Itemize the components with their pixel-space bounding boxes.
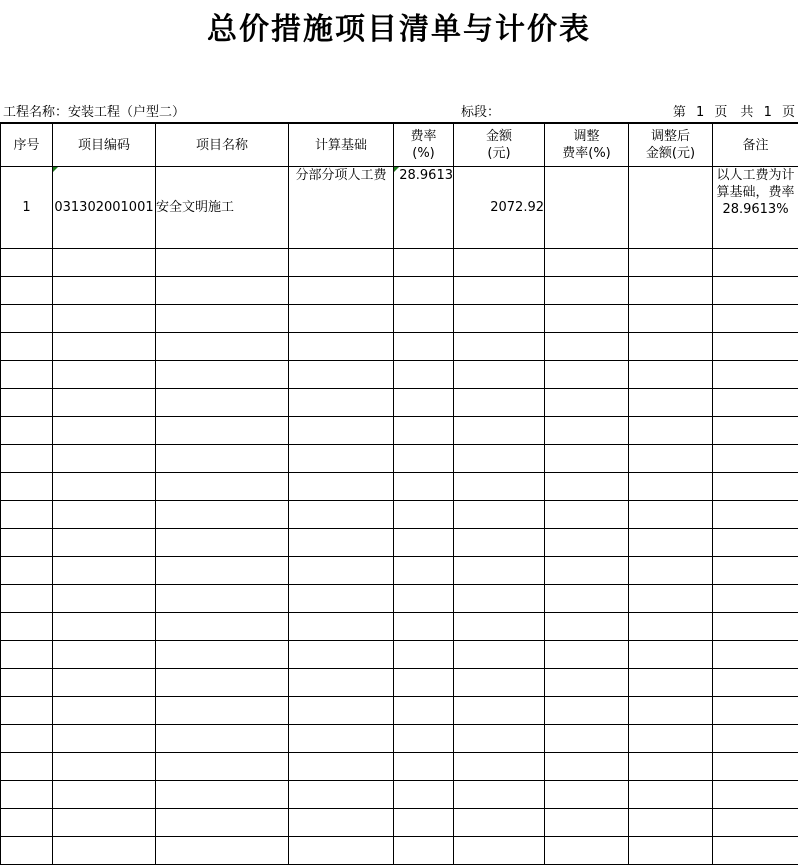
empty-cell[interactable] xyxy=(454,445,545,473)
empty-cell[interactable] xyxy=(289,305,394,333)
header-col-amount xyxy=(454,123,545,167)
empty-cell[interactable] xyxy=(713,697,798,725)
empty-cell[interactable] xyxy=(454,697,545,725)
empty-cell[interactable] xyxy=(545,417,629,445)
empty-cell[interactable] xyxy=(629,837,713,865)
header-col-name xyxy=(156,123,289,167)
empty-cell[interactable] xyxy=(629,585,713,613)
table-row xyxy=(1,529,798,557)
empty-cell[interactable] xyxy=(289,837,394,865)
table-row xyxy=(1,585,798,613)
empty-cell[interactable] xyxy=(394,753,454,781)
empty-cell[interactable] xyxy=(1,361,53,389)
empty-cell[interactable] xyxy=(545,361,629,389)
cell-rate[interactable]: 28.9613 xyxy=(394,167,454,249)
empty-cell[interactable] xyxy=(454,361,545,389)
empty-cell[interactable] xyxy=(394,837,454,865)
table-row xyxy=(1,669,798,697)
empty-cell[interactable] xyxy=(289,389,394,417)
empty-cell[interactable] xyxy=(289,333,394,361)
empty-cell[interactable] xyxy=(53,277,156,305)
cell-code[interactable]: 031302001001 xyxy=(53,167,156,249)
empty-cell[interactable] xyxy=(713,305,798,333)
table-row xyxy=(1,613,798,641)
table-row xyxy=(1,389,798,417)
empty-cell[interactable] xyxy=(289,557,394,585)
table-header-row xyxy=(1,123,798,167)
empty-cell[interactable] xyxy=(289,445,394,473)
empty-cell[interactable] xyxy=(713,389,798,417)
table-row xyxy=(1,417,798,445)
empty-cell[interactable] xyxy=(394,473,454,501)
empty-cell[interactable] xyxy=(1,557,53,585)
cell-adj-rate[interactable] xyxy=(545,167,629,249)
page-title: 总价措施项目清单与计价表 xyxy=(0,10,798,50)
empty-cell[interactable] xyxy=(53,753,156,781)
empty-cell[interactable] xyxy=(156,725,289,753)
empty-cell[interactable] xyxy=(713,669,798,697)
table-row xyxy=(1,809,798,837)
page-suffix: 页 xyxy=(782,105,795,121)
empty-cell[interactable] xyxy=(289,753,394,781)
empty-cell[interactable] xyxy=(713,417,798,445)
empty-cell[interactable] xyxy=(53,473,156,501)
empty-cell[interactable] xyxy=(629,249,713,277)
empty-cell[interactable] xyxy=(713,585,798,613)
page-total: 1 xyxy=(764,105,772,121)
empty-cell[interactable] xyxy=(545,725,629,753)
empty-cell[interactable] xyxy=(713,781,798,809)
table-row xyxy=(1,249,798,277)
header-col-adj-rate xyxy=(545,123,629,167)
empty-cell[interactable] xyxy=(53,641,156,669)
header-col-code xyxy=(53,123,156,167)
table-row xyxy=(1,167,798,249)
table-row xyxy=(1,501,798,529)
empty-cell[interactable] xyxy=(53,837,156,865)
empty-cell[interactable] xyxy=(53,669,156,697)
empty-cell[interactable] xyxy=(156,669,289,697)
empty-cell[interactable] xyxy=(454,781,545,809)
header-line: 费率 xyxy=(394,128,453,145)
empty-cell[interactable] xyxy=(394,305,454,333)
header-line: 调整 xyxy=(545,128,628,145)
empty-cell[interactable] xyxy=(394,669,454,697)
empty-cell[interactable] xyxy=(289,809,394,837)
header-line: 项目名称 xyxy=(156,137,288,154)
empty-cell[interactable] xyxy=(53,585,156,613)
empty-cell[interactable] xyxy=(53,697,156,725)
empty-cell[interactable] xyxy=(1,249,53,277)
empty-cell[interactable] xyxy=(1,529,53,557)
cell-adj-amount[interactable] xyxy=(629,167,713,249)
empty-cell[interactable] xyxy=(289,249,394,277)
empty-cell[interactable] xyxy=(1,641,53,669)
table-row xyxy=(1,697,798,725)
empty-cell[interactable] xyxy=(713,753,798,781)
empty-cell[interactable] xyxy=(156,501,289,529)
empty-cell[interactable] xyxy=(629,445,713,473)
table-row xyxy=(1,725,798,753)
empty-cell[interactable] xyxy=(713,809,798,837)
empty-cell[interactable] xyxy=(454,557,545,585)
empty-cell[interactable] xyxy=(394,697,454,725)
empty-cell[interactable] xyxy=(1,837,53,865)
empty-cell[interactable] xyxy=(289,277,394,305)
empty-cell[interactable] xyxy=(289,361,394,389)
cell-remark[interactable]: 以人工费为计算基础，费率28.9613% xyxy=(713,167,798,249)
empty-cell[interactable] xyxy=(394,781,454,809)
empty-cell[interactable] xyxy=(713,501,798,529)
empty-cell[interactable] xyxy=(156,277,289,305)
empty-cell[interactable] xyxy=(156,697,289,725)
empty-cell[interactable] xyxy=(289,641,394,669)
empty-cell[interactable] xyxy=(454,529,545,557)
empty-cell[interactable] xyxy=(713,529,798,557)
empty-cell[interactable] xyxy=(1,277,53,305)
header-col-no xyxy=(1,123,53,167)
empty-cell[interactable] xyxy=(156,305,289,333)
empty-cell[interactable] xyxy=(545,501,629,529)
empty-cell[interactable] xyxy=(454,585,545,613)
empty-cell[interactable] xyxy=(289,529,394,557)
empty-cell[interactable] xyxy=(53,249,156,277)
empty-cell[interactable] xyxy=(53,781,156,809)
empty-cell[interactable] xyxy=(53,809,156,837)
empty-cell[interactable] xyxy=(1,333,53,361)
empty-cell[interactable] xyxy=(629,809,713,837)
header-col-remark xyxy=(713,123,798,167)
empty-cell[interactable] xyxy=(156,417,289,445)
header-col-adj-amount xyxy=(629,123,713,167)
empty-cell[interactable] xyxy=(53,305,156,333)
empty-cell[interactable] xyxy=(713,361,798,389)
empty-cell[interactable] xyxy=(394,417,454,445)
empty-cell[interactable] xyxy=(545,669,629,697)
table-row xyxy=(1,361,798,389)
empty-cell[interactable] xyxy=(1,613,53,641)
empty-cell[interactable] xyxy=(713,613,798,641)
empty-cell[interactable] xyxy=(713,249,798,277)
header-line: 计算基础 xyxy=(289,137,393,154)
empty-cell[interactable] xyxy=(53,501,156,529)
empty-cell[interactable] xyxy=(713,837,798,865)
empty-cell[interactable] xyxy=(1,809,53,837)
empty-cell[interactable] xyxy=(1,697,53,725)
empty-cell[interactable] xyxy=(545,753,629,781)
table-row xyxy=(1,473,798,501)
empty-cell[interactable] xyxy=(629,473,713,501)
empty-cell[interactable] xyxy=(713,445,798,473)
empty-cell[interactable] xyxy=(629,333,713,361)
empty-cell[interactable] xyxy=(394,333,454,361)
empty-cell[interactable] xyxy=(454,725,545,753)
header-col-basis xyxy=(289,123,394,167)
empty-cell[interactable] xyxy=(156,333,289,361)
empty-cell[interactable] xyxy=(545,781,629,809)
empty-cell[interactable] xyxy=(629,725,713,753)
table-row xyxy=(1,641,798,669)
page-indicator xyxy=(673,105,795,121)
empty-cell[interactable] xyxy=(629,277,713,305)
table-row xyxy=(1,333,798,361)
empty-cell[interactable] xyxy=(1,389,53,417)
empty-cell[interactable] xyxy=(713,473,798,501)
empty-cell[interactable] xyxy=(1,669,53,697)
empty-cell[interactable] xyxy=(545,613,629,641)
header-line: 金额(元) xyxy=(629,145,712,162)
table-row xyxy=(1,277,798,305)
empty-cell[interactable] xyxy=(1,501,53,529)
empty-cell[interactable] xyxy=(53,417,156,445)
empty-cell[interactable] xyxy=(545,837,629,865)
empty-cell[interactable] xyxy=(156,837,289,865)
empty-cell[interactable] xyxy=(713,557,798,585)
empty-cell[interactable] xyxy=(156,557,289,585)
empty-cell[interactable] xyxy=(394,725,454,753)
empty-cell[interactable] xyxy=(545,305,629,333)
table-row xyxy=(1,445,798,473)
empty-cell[interactable] xyxy=(394,585,454,613)
header-line: 调整后 xyxy=(629,128,712,145)
empty-cell[interactable] xyxy=(53,557,156,585)
empty-cell[interactable] xyxy=(629,501,713,529)
empty-cell[interactable] xyxy=(454,837,545,865)
empty-cell[interactable] xyxy=(629,641,713,669)
empty-cell[interactable] xyxy=(545,333,629,361)
empty-cell[interactable] xyxy=(1,473,53,501)
empty-cell[interactable] xyxy=(629,389,713,417)
empty-cell[interactable] xyxy=(289,725,394,753)
empty-cell[interactable] xyxy=(289,669,394,697)
empty-cell[interactable] xyxy=(289,781,394,809)
empty-cell[interactable] xyxy=(454,501,545,529)
empty-cell[interactable] xyxy=(156,809,289,837)
empty-cell[interactable] xyxy=(156,361,289,389)
cell-amount[interactable]: 2072.92 xyxy=(454,167,545,249)
empty-cell[interactable] xyxy=(629,697,713,725)
empty-cell[interactable] xyxy=(53,613,156,641)
empty-cell[interactable] xyxy=(1,305,53,333)
empty-cell[interactable] xyxy=(629,529,713,557)
empty-cell[interactable] xyxy=(53,361,156,389)
empty-cell[interactable] xyxy=(629,557,713,585)
empty-cell[interactable] xyxy=(629,781,713,809)
empty-cell[interactable] xyxy=(289,697,394,725)
cell-name[interactable]: 安全文明施工 xyxy=(156,167,289,249)
empty-cell[interactable] xyxy=(454,333,545,361)
empty-cell[interactable] xyxy=(1,753,53,781)
empty-cell[interactable] xyxy=(629,753,713,781)
empty-cell[interactable] xyxy=(53,529,156,557)
empty-cell[interactable] xyxy=(289,473,394,501)
empty-cell[interactable] xyxy=(289,585,394,613)
empty-cell[interactable] xyxy=(289,417,394,445)
empty-cell[interactable] xyxy=(394,501,454,529)
empty-cell[interactable] xyxy=(454,753,545,781)
section-label: 标段： xyxy=(461,105,500,121)
empty-cell[interactable] xyxy=(454,809,545,837)
empty-cell[interactable] xyxy=(629,305,713,333)
empty-cell[interactable] xyxy=(545,389,629,417)
empty-cell[interactable] xyxy=(629,361,713,389)
empty-cell[interactable] xyxy=(545,445,629,473)
empty-cell[interactable] xyxy=(156,473,289,501)
table-row xyxy=(1,305,798,333)
empty-cell[interactable] xyxy=(394,361,454,389)
table-row xyxy=(1,837,798,865)
empty-cell[interactable] xyxy=(713,333,798,361)
header-line: (元) xyxy=(454,145,544,162)
empty-cell[interactable] xyxy=(53,389,156,417)
table-row xyxy=(1,753,798,781)
empty-cell[interactable] xyxy=(394,249,454,277)
empty-cell[interactable] xyxy=(394,277,454,305)
measures-table xyxy=(0,122,798,865)
empty-cell[interactable] xyxy=(156,249,289,277)
empty-cell[interactable] xyxy=(713,725,798,753)
empty-cell[interactable] xyxy=(394,809,454,837)
empty-cell[interactable] xyxy=(156,529,289,557)
empty-cell[interactable] xyxy=(454,613,545,641)
empty-cell[interactable] xyxy=(545,641,629,669)
empty-cell[interactable] xyxy=(1,585,53,613)
empty-cell[interactable] xyxy=(394,641,454,669)
empty-cell[interactable] xyxy=(394,557,454,585)
header-line: 序号 xyxy=(1,137,52,154)
empty-cell[interactable] xyxy=(545,473,629,501)
empty-cell[interactable] xyxy=(454,277,545,305)
empty-cell[interactable] xyxy=(156,781,289,809)
empty-cell[interactable] xyxy=(629,613,713,641)
empty-cell[interactable] xyxy=(156,613,289,641)
empty-cell[interactable] xyxy=(1,445,53,473)
empty-cell[interactable] xyxy=(394,445,454,473)
empty-cell[interactable] xyxy=(53,445,156,473)
empty-cell[interactable] xyxy=(1,417,53,445)
header-line: (%) xyxy=(394,145,453,162)
empty-cell[interactable] xyxy=(1,781,53,809)
empty-cell[interactable] xyxy=(156,641,289,669)
empty-cell[interactable] xyxy=(454,249,545,277)
empty-cell[interactable] xyxy=(289,613,394,641)
page-mid: 页 共 xyxy=(714,105,753,121)
empty-cell[interactable] xyxy=(53,333,156,361)
page-prefix: 第 xyxy=(673,105,686,121)
table-row xyxy=(1,557,798,585)
header-col-rate xyxy=(394,123,454,167)
empty-cell[interactable] xyxy=(394,389,454,417)
empty-cell[interactable] xyxy=(156,445,289,473)
empty-cell[interactable] xyxy=(545,529,629,557)
empty-cell[interactable] xyxy=(545,585,629,613)
page-current: 1 xyxy=(696,105,704,121)
cell-no[interactable]: 1 xyxy=(1,167,53,249)
empty-cell[interactable] xyxy=(545,557,629,585)
empty-cell[interactable] xyxy=(289,501,394,529)
empty-cell[interactable] xyxy=(454,417,545,445)
cell-basis[interactable]: 分部分项人工费 xyxy=(289,167,394,249)
empty-cell[interactable] xyxy=(545,809,629,837)
empty-cell[interactable] xyxy=(156,585,289,613)
empty-cell[interactable] xyxy=(454,641,545,669)
empty-cell[interactable] xyxy=(394,529,454,557)
empty-cell[interactable] xyxy=(713,641,798,669)
empty-cell[interactable] xyxy=(156,753,289,781)
empty-cell[interactable] xyxy=(545,277,629,305)
header-line: 金额 xyxy=(454,128,544,145)
header-line: 备注 xyxy=(713,137,798,154)
empty-cell[interactable] xyxy=(629,417,713,445)
empty-cell[interactable] xyxy=(156,389,289,417)
header-line: 费率(%) xyxy=(545,145,628,162)
empty-cell[interactable] xyxy=(454,473,545,501)
empty-cell[interactable] xyxy=(629,669,713,697)
empty-cell[interactable] xyxy=(454,389,545,417)
empty-cell[interactable] xyxy=(545,249,629,277)
empty-cell[interactable] xyxy=(394,613,454,641)
empty-cell[interactable] xyxy=(53,725,156,753)
empty-cell[interactable] xyxy=(713,277,798,305)
empty-cell[interactable] xyxy=(1,725,53,753)
empty-cell[interactable] xyxy=(545,697,629,725)
header-line: 项目编码 xyxy=(53,137,155,154)
empty-cell[interactable] xyxy=(454,305,545,333)
table-row xyxy=(1,781,798,809)
empty-cell[interactable] xyxy=(454,669,545,697)
project-name-label: 工程名称：安装工程（户型二） xyxy=(3,105,185,121)
